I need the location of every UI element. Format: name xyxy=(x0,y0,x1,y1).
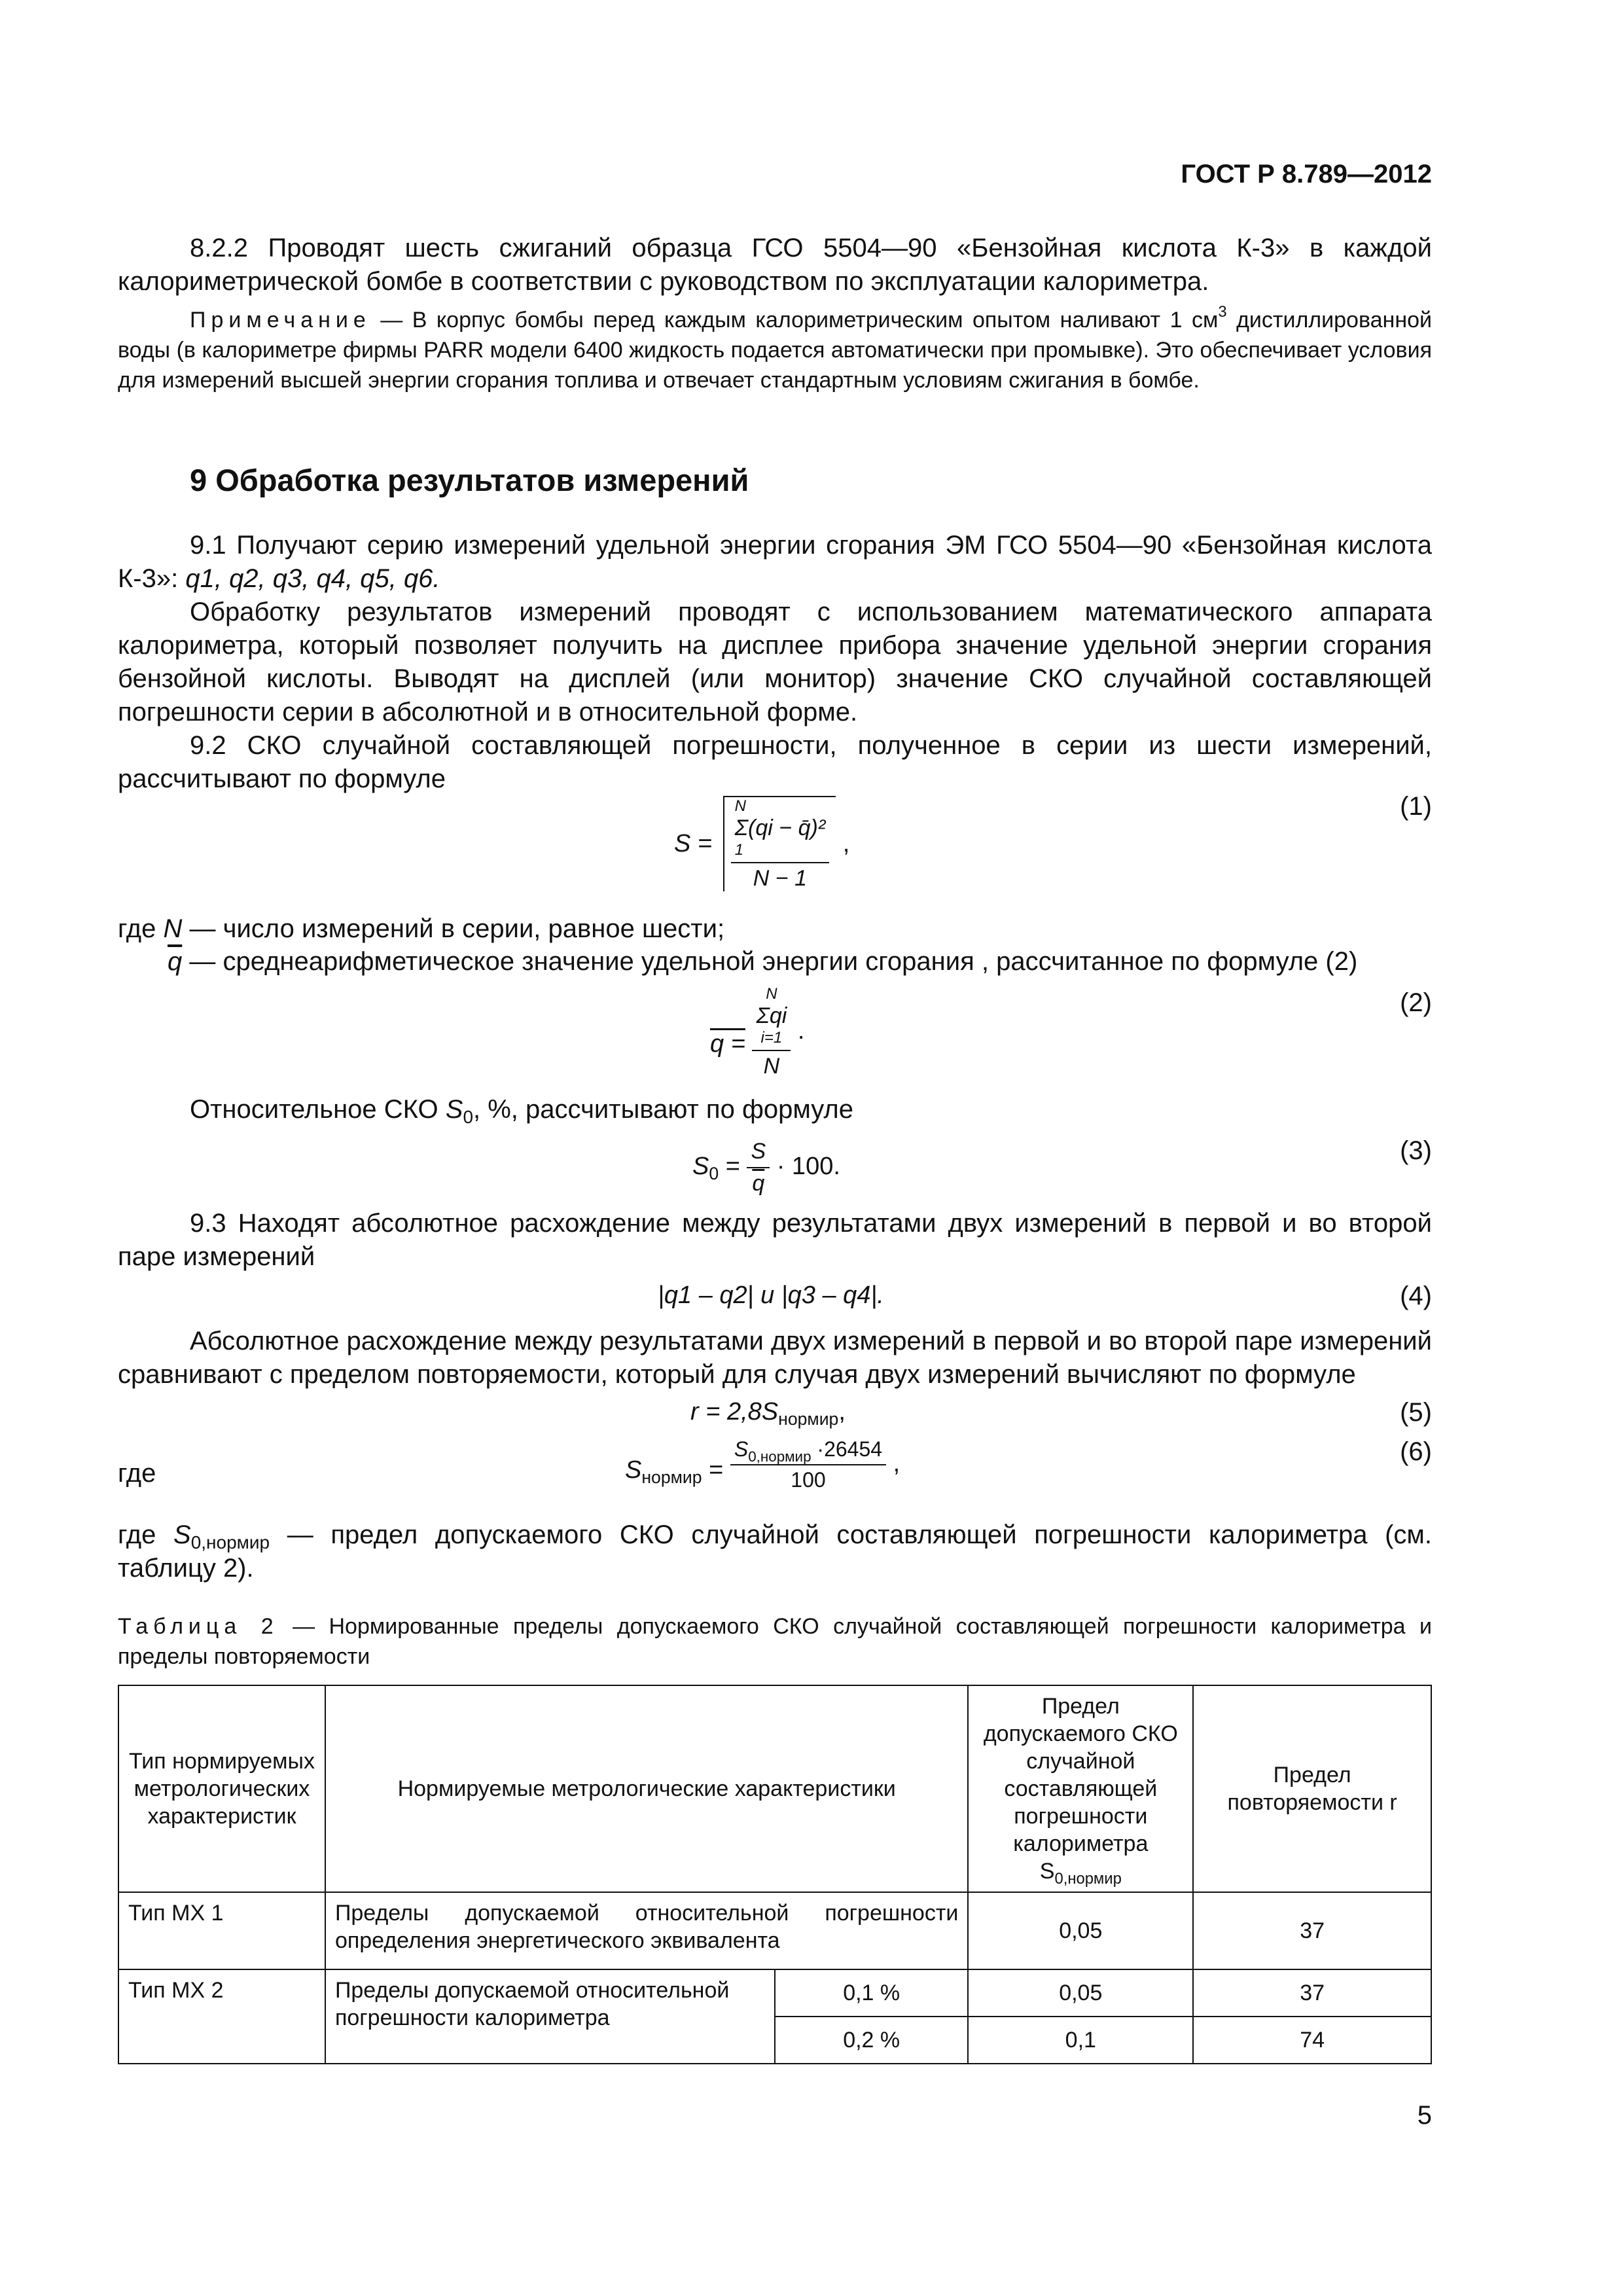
eq3-denominator: q xyxy=(752,1171,765,1196)
eq2-fraction xyxy=(752,985,791,1079)
eq2-lhs: q = xyxy=(710,1030,745,1058)
equation-6 xyxy=(625,1437,900,1492)
note-text-b: дистиллированной воды (в калориметре фирмы PARR модели 6400 жидкость подается автоматически при промывке). Это обеспечивает условия для измерений высшей энергии сгорания топлива и отвечает стандартным условиям сжигания в бомбе. xyxy=(118,308,1433,393)
eq1-lhs: S = xyxy=(674,830,713,857)
eq3-fraction xyxy=(747,1139,770,1196)
eq6-where: где xyxy=(118,1459,156,1488)
eq2-number: (2) xyxy=(1400,988,1432,1017)
row2-characteristic: Пределы допускаемой относительной погрешности калориметра xyxy=(325,1969,775,2064)
eq4-number: (4) xyxy=(1400,1282,1432,1310)
where-s0-line: где $S_{0,нормир}$ — предел допускаемого СКО случайной составляющей погрешности калориметра (см. таблицу 2). xyxy=(118,1520,1433,1583)
header-repeatability: Предел повторяемости r xyxy=(1193,1685,1431,1892)
eq6-lhs: $S_{нормир}$ = xyxy=(625,1456,730,1488)
row2-sko-a: 0,05 xyxy=(968,1969,1193,2017)
eq6-denominator: 100 xyxy=(791,1468,826,1492)
paragraph-9-3: 9.3 Находят абсолютное расхождение между результатами двух измерений в первой и во второй паре измерений xyxy=(118,1209,1432,1271)
eq3-tail: · 100. xyxy=(776,1153,840,1181)
table-row xyxy=(118,1969,1431,2017)
eq1-fraction xyxy=(731,797,829,891)
note-sup: 3 xyxy=(1218,303,1227,321)
relative-sko-line: Относительное СКО $S_0$, %, рассчитывают по формуле xyxy=(190,1095,854,1127)
row2-repeatability-b: 74 xyxy=(1193,2017,1431,2064)
equation-5: $r = 2,8S_{нормир}$, xyxy=(690,1398,846,1429)
equation-3 xyxy=(692,1139,840,1196)
eq1-sqrt xyxy=(723,796,836,891)
paragraph-9-1-text: 9.1 Получают серию измерений удельной энергии сгорания ЭМ ГСО 5504—90 «Бензойная кислота К-3»: xyxy=(118,531,1432,593)
eq3-lhs: $S_0$ = xyxy=(692,1153,747,1184)
table-caption-text: — Нормированные пределы допускаемого СКО случайной составляющей погрешности калориметра и пределы повторяемости xyxy=(118,1614,1433,1669)
row1-type: Тип МХ 1 xyxy=(118,1892,325,1969)
eq1-tail: , xyxy=(842,830,850,857)
eq6-number: (6) xyxy=(1400,1437,1432,1466)
row2-subtype-a: 0,1 % xyxy=(775,1969,968,2017)
row1-characteristic: Пределы допускаемой относительной погрешности определения энергетического эквивалента xyxy=(325,1892,968,1969)
paragraph-9-1 xyxy=(118,529,1432,596)
table-2 xyxy=(118,1685,1432,2064)
eq2-numerator: N Σqi i=1 xyxy=(752,985,791,1051)
symbol-q-bar: $\overline{q}$ xyxy=(168,947,183,976)
eq1-number: (1) xyxy=(1400,792,1432,821)
where-n-line: где N — число измерений в серии, равное шести; xyxy=(118,914,725,943)
symbol-N: N xyxy=(163,914,183,943)
note-text-a: — В корпус бомбы перед каждым калориметрическим опытом наливают 1 см xyxy=(370,308,1219,332)
page-number: 5 xyxy=(1417,2101,1432,2130)
table-caption xyxy=(118,1611,1432,1672)
header-type: Тип нормируемых метрологических характеристик xyxy=(118,1685,325,1892)
paragraph-abs: Абсолютное расхождение между результатами двух измерений в первой и во второй паре измерений сравнивают с пределом повторяемости, который для случая двух измерений вычисляют по формуле xyxy=(118,1327,1432,1389)
eq3-number: (3) xyxy=(1400,1136,1432,1165)
table-caption-label: Таблица 2 xyxy=(118,1614,279,1639)
eq1-numerator: N Σ(qi − q̄)² 1 xyxy=(731,797,829,863)
row1-repeatability: 37 xyxy=(1193,1892,1431,1969)
paragraph-9-2: 9.2 СКО случайной составляющей погрешности, полученное в серии из шести измерений, рассчитывают по формуле xyxy=(118,731,1432,793)
row1-sko: 0,05 xyxy=(968,1892,1193,1969)
eq6-fraction xyxy=(730,1437,886,1492)
eq6-numerator: $S_{0,нормир} \cdot 26454$ xyxy=(730,1437,886,1465)
paragraph-8-2-2: 8.2.2 Проводят шесть сжиганий образца ГСО 5504—90 «Бензойная кислота К-3» в каждой калориметрической бомбе в соответствии с руководством по эксплуатации калориметра. xyxy=(118,234,1432,296)
eq6-tail: , xyxy=(893,1450,901,1478)
row2-subtype-b: 0,2 % xyxy=(775,2017,968,2064)
header-sko: Предел допускаемого СКО случайной составляющей погрешности калориметра $S_{0,нормир}$ xyxy=(968,1685,1193,1892)
where-q-line: $\overline{q}$ — среднеарифметическое значение удельной энергии сгорания , рассчитанное по формуле (2) xyxy=(168,947,1358,976)
row2-type: Тип МХ 2 xyxy=(118,1969,325,2064)
table-row xyxy=(118,1892,1431,1969)
eq5-number: (5) xyxy=(1400,1398,1432,1427)
equation-4: |q1 – q2| и |q3 – q4|. xyxy=(658,1282,884,1309)
equation-2 xyxy=(710,985,804,1079)
eq2-denominator: N xyxy=(763,1054,780,1079)
section-title: 9 Обработка результатов измерений xyxy=(190,463,749,497)
doc-header-code: ГОСТ Р 8.789—2012 xyxy=(1181,160,1432,188)
q-series: q1, q2, q3, q4, q5, q6. xyxy=(185,564,440,593)
row2-sko-b: 0,1 xyxy=(968,2017,1193,2064)
header-characteristics: Нормируемые метрологические характеристики xyxy=(325,1685,968,1892)
paragraph-9-1b: Обработку результатов измерений проводят с использованием математического аппарата калориметра, который позволяет получить на дисплее прибора значение удельной энергии сгорания бензойной кислоты. Выводят на дисплей (или монитор) значение СКО случайной составляющей погрешности серии в абсолютной и в относительной форме. xyxy=(118,598,1432,726)
eq2-tail: . xyxy=(797,1017,805,1045)
table-header-row xyxy=(118,1685,1431,1892)
eq3-numerator: S xyxy=(747,1139,770,1168)
note-paragraph xyxy=(118,305,1432,395)
note-label: Примечание xyxy=(190,308,371,332)
row2-repeatability-a: 37 xyxy=(1193,1969,1431,2017)
equation-1 xyxy=(674,796,849,891)
eq1-denominator: N − 1 xyxy=(753,866,808,891)
